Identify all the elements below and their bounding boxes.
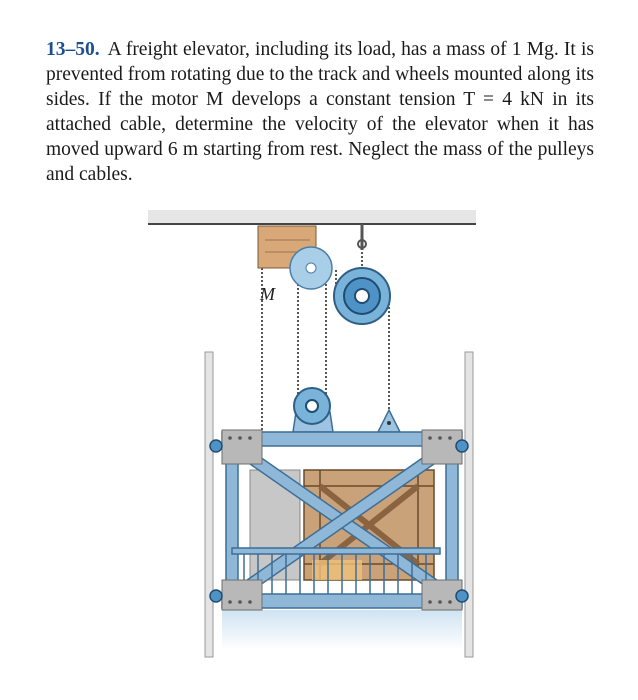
motor-label: M bbox=[260, 284, 275, 304]
pulley-hook bbox=[358, 224, 366, 250]
ceiling-beam bbox=[148, 210, 476, 224]
drum-pulley bbox=[290, 247, 332, 289]
upper-pulley bbox=[334, 268, 390, 324]
guide-wheel-bottom-right bbox=[456, 590, 468, 602]
elevator-car bbox=[210, 430, 468, 610]
problem-number: 13–50. bbox=[46, 39, 100, 60]
guide-wheel-top-left bbox=[210, 440, 222, 452]
guide-wheel-top-right bbox=[456, 440, 468, 452]
problem-text: A freight elevator, including its load, has a mass of 1 Mg. It is prevented from rotating due to the track and wheels mounted along its sides. If the motor M develops a constant tension T = 4 kN in its attached cable, determine the velocity of the elevator when it has moved upward 6 m starting from rest. Neglect the mass of the pulleys and cables. bbox=[46, 39, 594, 185]
car-shadow bbox=[222, 610, 462, 650]
guide-wheel-bottom-left bbox=[210, 590, 222, 602]
lower-pulley bbox=[293, 388, 333, 432]
left-track bbox=[205, 352, 213, 657]
right-track bbox=[465, 352, 473, 657]
cable-anchor bbox=[378, 410, 400, 432]
crate bbox=[304, 470, 434, 580]
